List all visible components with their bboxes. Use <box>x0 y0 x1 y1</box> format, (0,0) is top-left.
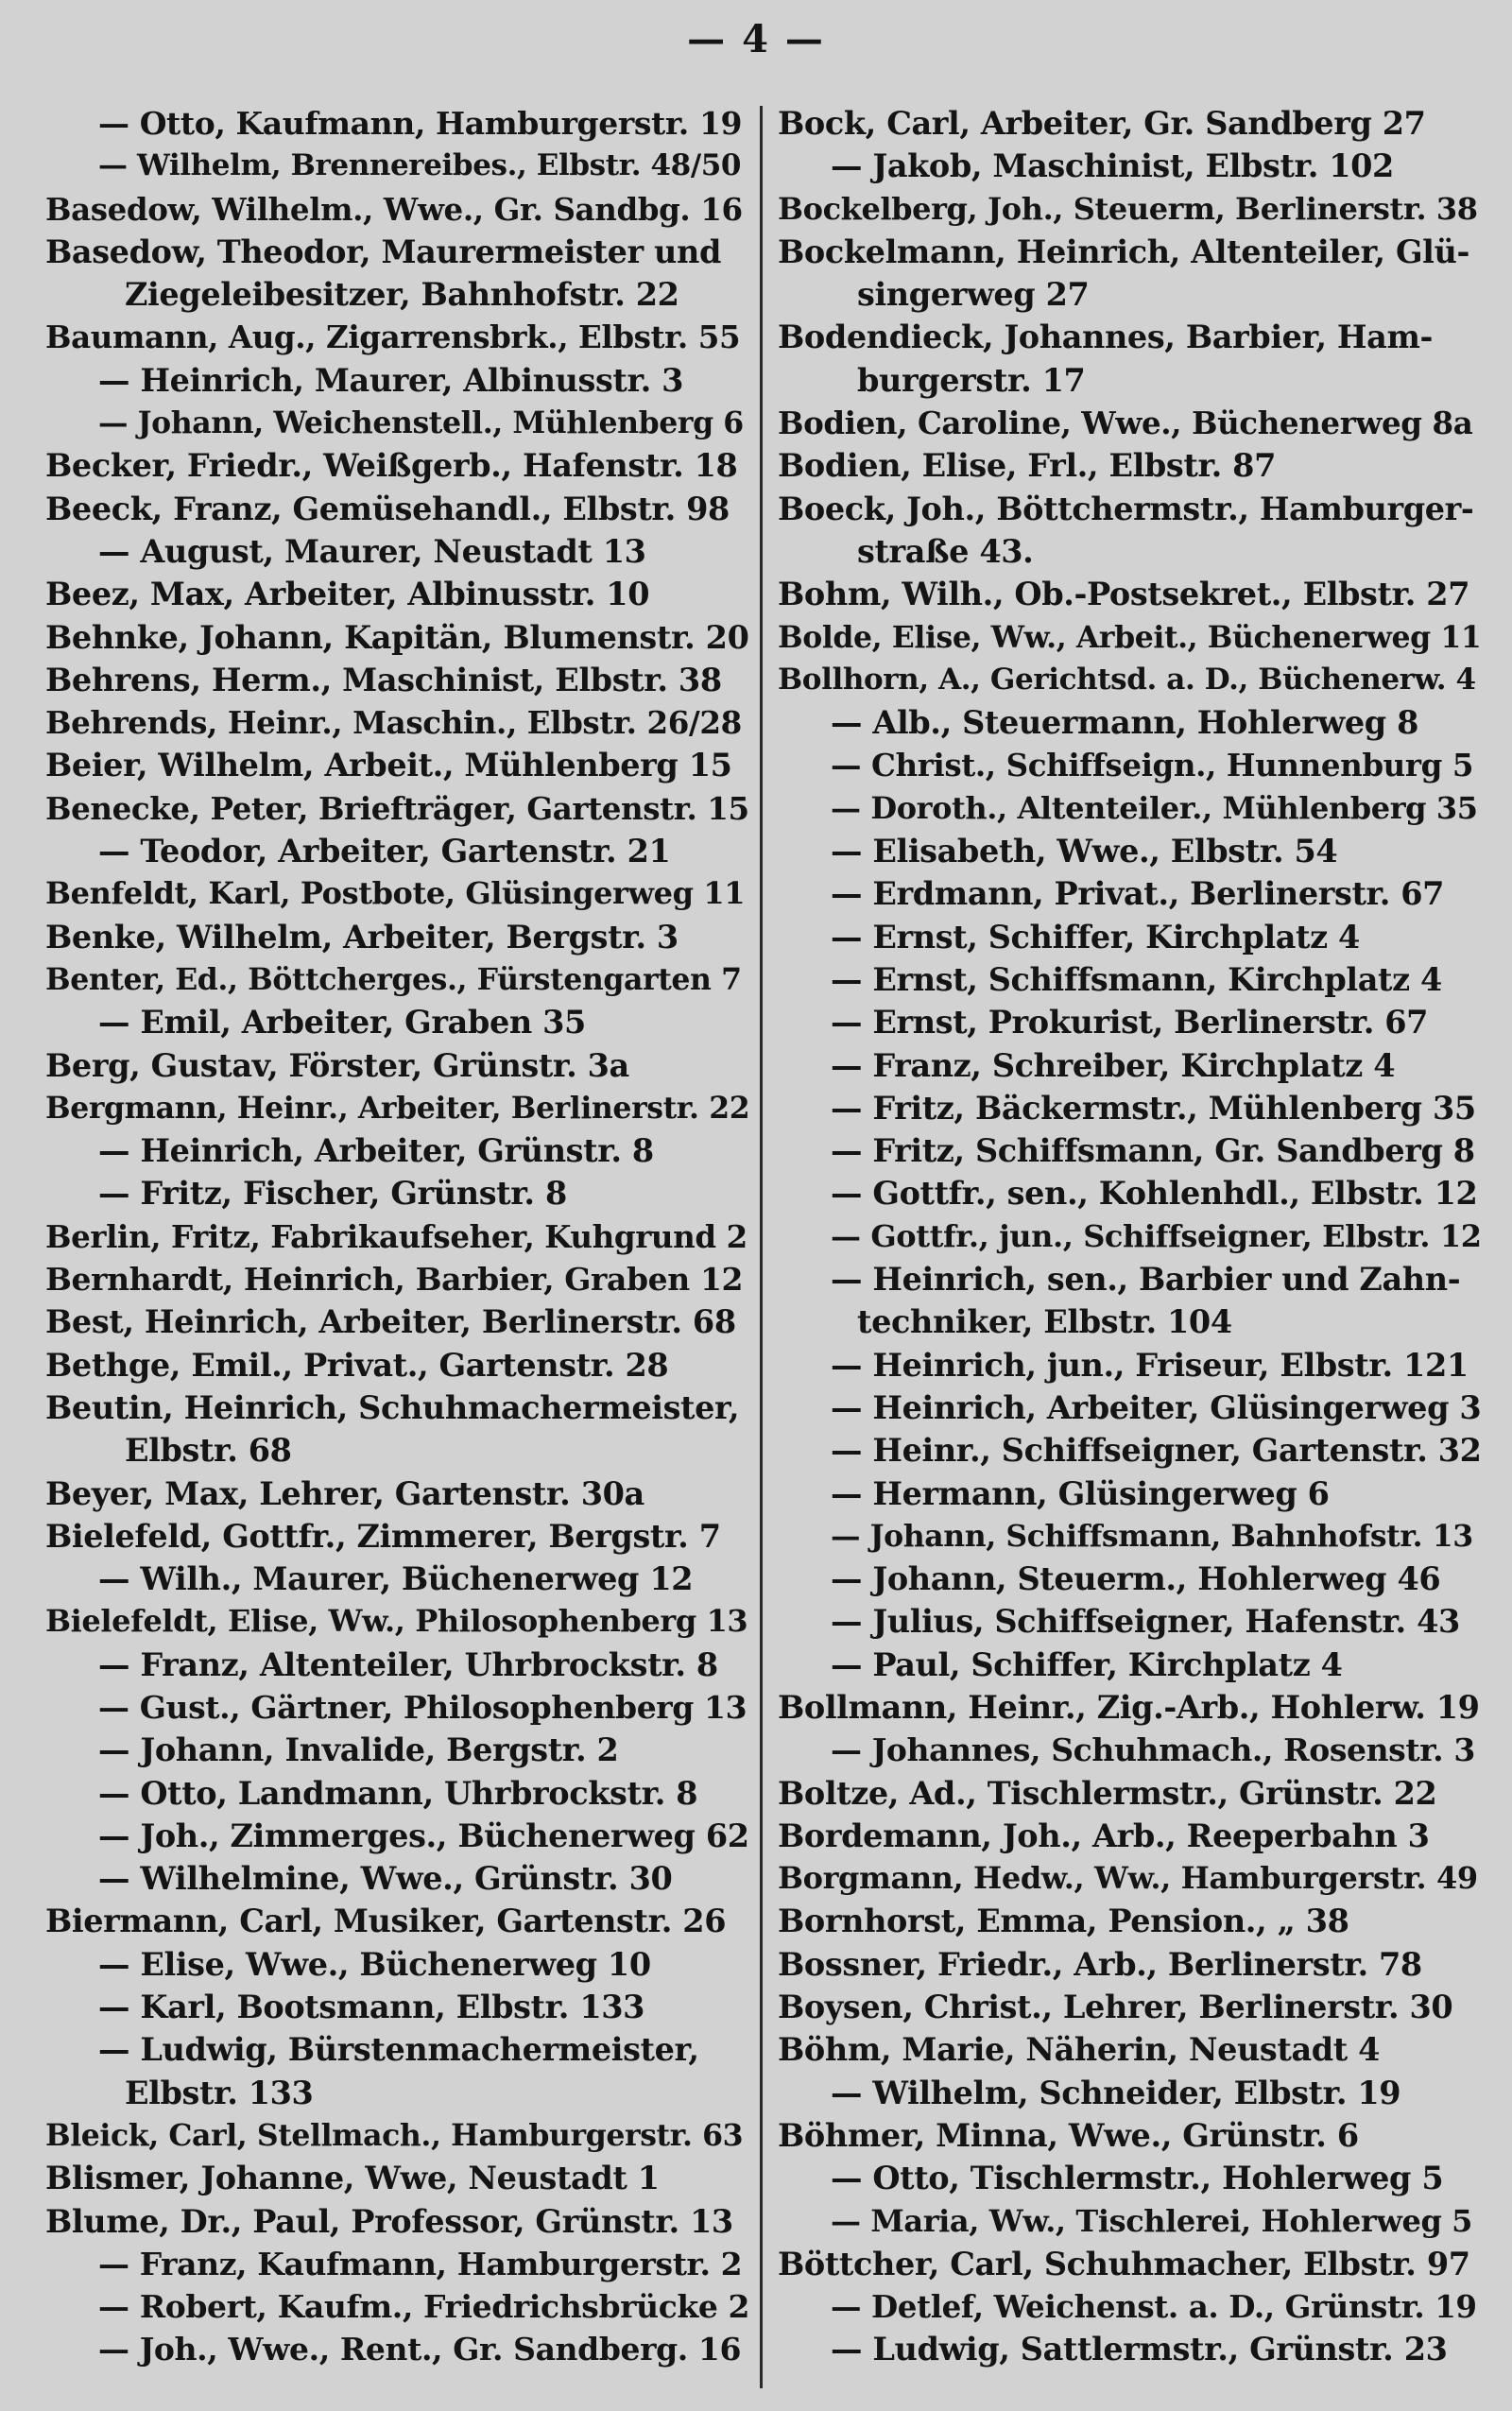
directory-entry-continuation: singerweg 27 <box>857 276 1090 314</box>
directory-entry: — Johann, Weichenstell., Mühlenberg 6 <box>98 405 744 441</box>
directory-entry-continuation: straße 43. <box>857 532 1034 570</box>
directory-entry: Bohm, Wilh., Ob.-Postsekret., Elbstr. 27 <box>778 576 1470 613</box>
directory-entry: — Ernst, Prokurist, Berlinerstr. 67 <box>831 1004 1429 1042</box>
directory-entry: — Johann, Invalide, Bergstr. 2 <box>98 1731 619 1769</box>
directory-entry: — Heinrich, Arbeiter, Grünstr. 8 <box>98 1132 654 1170</box>
directory-entry-continuation: Elbstr. 68 <box>125 1432 292 1470</box>
directory-entry: Behnke, Johann, Kapitän, Blumenstr. 20 <box>45 618 749 656</box>
directory-entry-continuation: Elbstr. 133 <box>125 2074 314 2111</box>
directory-entry: Böttcher, Carl, Schuhmacher, Elbstr. 97 <box>778 2245 1470 2282</box>
directory-entry: — Johann, Steuerm., Hohlerweg 46 <box>831 1560 1441 1598</box>
directory-entry: — Joh., Wwe., Rent., Gr. Sandberg. 16 <box>98 2331 742 2368</box>
directory-entry: Boltze, Ad., Tischlermstr., Grünstr. 22 <box>778 1774 1437 1812</box>
directory-entry: Bolde, Elise, Ww., Arbeit., Büchenerweg 11 <box>778 619 1482 655</box>
directory-entry: — Heinrich, Maurer, Albinusstr. 3 <box>98 361 684 399</box>
directory-entry: Boeck, Joh., Böttchermstr., Hamburger- <box>778 490 1474 527</box>
directory-entry: Bielefeld, Gottfr., Zimmerer, Bergstr. 7 <box>45 1517 721 1555</box>
directory-entry: Borgmann, Hedw., Ww., Hamburgerstr. 49 <box>778 1860 1478 1897</box>
right-column <box>778 102 1482 2371</box>
directory-entry: Biermann, Carl, Musiker, Gartenstr. 26 <box>45 1903 727 1940</box>
directory-entry: Bleick, Carl, Stellmach., Hamburgerstr. 63 <box>45 2117 744 2153</box>
directory-entry: Bernhardt, Heinrich, Barbier, Graben 12 <box>45 1261 744 1299</box>
directory-entry: — Fritz, Bäckermstr., Mühlenberg 35 <box>831 1089 1476 1127</box>
directory-entry: — Wilh., Maurer, Büchenerweg 12 <box>98 1560 694 1598</box>
directory-entry: Böhmer, Minna, Wwe., Grünstr. 6 <box>778 2116 1359 2154</box>
directory-entry: — Jakob, Maschinist, Elbstr. 102 <box>831 147 1394 185</box>
directory-entry: Berlin, Fritz, Fabrikaufseher, Kuhgrund 2 <box>45 1217 747 1255</box>
directory-entry: Bodendieck, Johannes, Barbier, Ham- <box>778 319 1434 356</box>
directory-entry: — Wilhelmine, Wwe., Grünstr. 30 <box>98 1860 673 1898</box>
directory-entry: Baumann, Aug., Zigarrensbrk., Elbstr. 55 <box>45 319 741 356</box>
directory-entry: — Heinrich, sen., Barbier und Zahn- <box>831 1261 1461 1299</box>
directory-entry: — Johannes, Schuhmach., Rosenstr. 3 <box>831 1731 1475 1769</box>
directory-entry: — Joh., Zimmerges., Büchenerweg 62 <box>98 1817 749 1854</box>
directory-entry: — Gottfr., jun., Schiffseigner, Elbstr. 12 <box>831 1217 1482 1254</box>
directory-entry: Best, Heinrich, Arbeiter, Berlinerstr. 68 <box>45 1303 736 1341</box>
directory-entry: Benke, Wilhelm, Arbeiter, Bergstr. 3 <box>45 918 679 956</box>
directory-entry: — Doroth., Altenteiler., Mühlenberg 35 <box>831 789 1478 826</box>
directory-entry: — Christ., Schiffseign., Hunnenburg 5 <box>831 747 1474 784</box>
directory-entry-continuation: Ziegeleibesitzer, Bahnhofstr. 22 <box>125 276 679 314</box>
directory-entry: — Teodor, Arbeiter, Gartenstr. 21 <box>98 833 671 870</box>
directory-entry: Blismer, Johanne, Wwe, Neustadt 1 <box>45 2160 660 2197</box>
directory-entry: — Wilhelm, Schneider, Elbstr. 19 <box>831 2074 1401 2111</box>
directory-entry: Bollhorn, A., Gerichtsd. a. D., Büchenerw. 4 <box>778 662 1476 697</box>
directory-entry: Berg, Gustav, Förster, Grünstr. 3a <box>45 1046 629 1084</box>
directory-entry: — Karl, Bootsmann, Elbstr. 133 <box>98 1989 645 2026</box>
directory-entry: Bornhorst, Emma, Pension., „ 38 <box>778 1903 1349 1940</box>
directory-entry: — Franz, Altenteiler, Uhrbrockstr. 8 <box>98 1645 718 1683</box>
directory-entry: Beeck, Franz, Gemüsehandl., Elbstr. 98 <box>45 490 730 527</box>
directory-entry: Beyer, Max, Lehrer, Gartenstr. 30a <box>45 1474 644 1512</box>
directory-entry: Bethge, Emil., Privat., Gartenstr. 28 <box>45 1346 669 1384</box>
directory-entry: — Ludwig, Bürstenmachermeister, <box>98 2031 699 2069</box>
directory-entry: Boysen, Christ., Lehrer, Berlinerstr. 30 <box>778 1989 1453 2026</box>
directory-entry: — Heinr., Schiffseigner, Gartenstr. 32 <box>831 1432 1482 1470</box>
directory-entry-continuation: burgerstr. 17 <box>857 361 1086 399</box>
directory-entry: — Elisabeth, Wwe., Elbstr. 54 <box>831 833 1338 870</box>
directory-entry: — Wilhelm, Brennereibes., Elbstr. 48/50 <box>98 148 742 183</box>
directory-entry: — Franz, Kaufmann, Hamburgerstr. 2 <box>98 2245 743 2282</box>
directory-entry: Bossner, Friedr., Arb., Berlinerstr. 78 <box>778 1945 1422 1983</box>
directory-entry: — Elise, Wwe., Büchenerweg 10 <box>98 1945 651 1983</box>
directory-entry: Bockelmann, Heinrich, Altenteiler, Glü- <box>778 232 1469 270</box>
directory-entry: Bodien, Caroline, Wwe., Büchenerweg 8a <box>778 405 1473 442</box>
page-number: — 4 — <box>687 17 825 61</box>
directory-entry: — Robert, Kaufm., Friedrichsbrücke 2 <box>98 2288 749 2326</box>
directory-entry-continuation: techniker, Elbstr. 104 <box>857 1303 1232 1341</box>
directory-entry: — Otto, Kaufmann, Hamburgerstr. 19 <box>98 105 743 142</box>
directory-entry: — Otto, Tischlermstr., Hohlerweg 5 <box>831 2160 1444 2197</box>
directory-entry: — Julius, Schiffseigner, Hafenstr. 43 <box>831 1603 1460 1641</box>
directory-entry: Beutin, Heinrich, Schuhmachermeister, <box>45 1388 740 1426</box>
directory-entry: Bockelberg, Joh., Steuerm, Berlinerstr. 38 <box>778 190 1478 227</box>
directory-entry: Bordemann, Joh., Arb., Reeperbahn 3 <box>778 1817 1430 1854</box>
directory-entry: — Otto, Landmann, Uhrbrockstr. 8 <box>98 1774 698 1812</box>
directory-entry: Becker, Friedr., Weißgerb., Hafenstr. 18 <box>45 447 738 485</box>
column-divider <box>760 106 763 2388</box>
directory-entry: — Hermann, Glüsingerweg 6 <box>831 1474 1330 1512</box>
directory-entry: Bollmann, Heinr., Zig.-Arb., Hohlerw. 19 <box>778 1688 1480 1726</box>
directory-entry: Blume, Dr., Paul, Professor, Grünstr. 13 <box>45 2202 733 2240</box>
directory-entry: — Alb., Steuermann, Hohlerweg 8 <box>831 704 1418 742</box>
directory-entry: Behrends, Heinr., Maschin., Elbstr. 26/28 <box>45 704 742 742</box>
directory-entry: Beier, Wilhelm, Arbeit., Mühlenberg 15 <box>45 747 732 784</box>
directory-entry: — Gottfr., sen., Kohlenhdl., Elbstr. 12 <box>831 1175 1478 1213</box>
directory-entry: Bock, Carl, Arbeiter, Gr. Sandberg 27 <box>778 105 1426 142</box>
directory-entry: Böhm, Marie, Näherin, Neustadt 4 <box>778 2031 1381 2069</box>
directory-entry: Behrens, Herm., Maschinist, Elbstr. 38 <box>45 661 722 698</box>
directory-entry: — Franz, Schreiber, Kirchplatz 4 <box>831 1046 1396 1084</box>
directory-entry: — Erdmann, Privat., Berlinerstr. 67 <box>831 875 1445 913</box>
directory-entry: — Heinrich, jun., Friseur, Elbstr. 121 <box>831 1346 1469 1384</box>
directory-entry: — Detlef, Weichenst. a. D., Grünstr. 19 <box>831 2288 1477 2326</box>
directory-entry: Benter, Ed., Böttcherges., Fürstengarten 7 <box>45 961 742 997</box>
directory-entry: — Fritz, Fischer, Grünstr. 8 <box>98 1175 567 1213</box>
directory-entry: — Gust., Gärtner, Philosophenberg 13 <box>98 1688 747 1726</box>
directory-entry: Benecke, Peter, Briefträger, Gartenstr. 15 <box>45 789 749 827</box>
directory-entry: Bielefeldt, Elise, Ww., Philosophenberg 13 <box>45 1603 748 1640</box>
directory-entry: — Heinrich, Arbeiter, Glüsingerweg 3 <box>831 1388 1482 1426</box>
left-column <box>45 102 749 2371</box>
directory-entry: — Ludwig, Sattlermstr., Grünstr. 23 <box>831 2331 1448 2368</box>
directory-entry: Bodien, Elise, Frl., Elbstr. 87 <box>778 447 1276 485</box>
directory-entry: Bergmann, Heinr., Arbeiter, Berlinerstr. 22 <box>45 1090 749 1126</box>
directory-entry: Basedow, Wilhelm., Wwe., Gr. Sandbg. 16 <box>45 190 743 228</box>
directory-entry: — Maria, Ww., Tischlerei, Hohlerweg 5 <box>831 2202 1473 2239</box>
directory-entry: — Ernst, Schiffer, Kirchplatz 4 <box>831 918 1360 956</box>
directory-entry: Benfeldt, Karl, Postbote, Glüsingerweg 11 <box>45 875 746 912</box>
directory-entry: — Johann, Schiffsmann, Bahnhofstr. 13 <box>831 1518 1473 1554</box>
directory-entry: — Ernst, Schiffsmann, Kirchplatz 4 <box>831 960 1442 998</box>
directory-entry: — Fritz, Schiffsmann, Gr. Sandberg 8 <box>831 1132 1475 1170</box>
directory-entry: — Paul, Schiffer, Kirchplatz 4 <box>831 1645 1343 1683</box>
directory-entry: Basedow, Theodor, Maurermeister und <box>45 232 721 270</box>
directory-entry: — Emil, Arbeiter, Graben 35 <box>98 1004 586 1042</box>
directory-entry: — August, Maurer, Neustadt 13 <box>98 532 646 570</box>
directory-entry: Beez, Max, Arbeiter, Albinusstr. 10 <box>45 576 650 613</box>
